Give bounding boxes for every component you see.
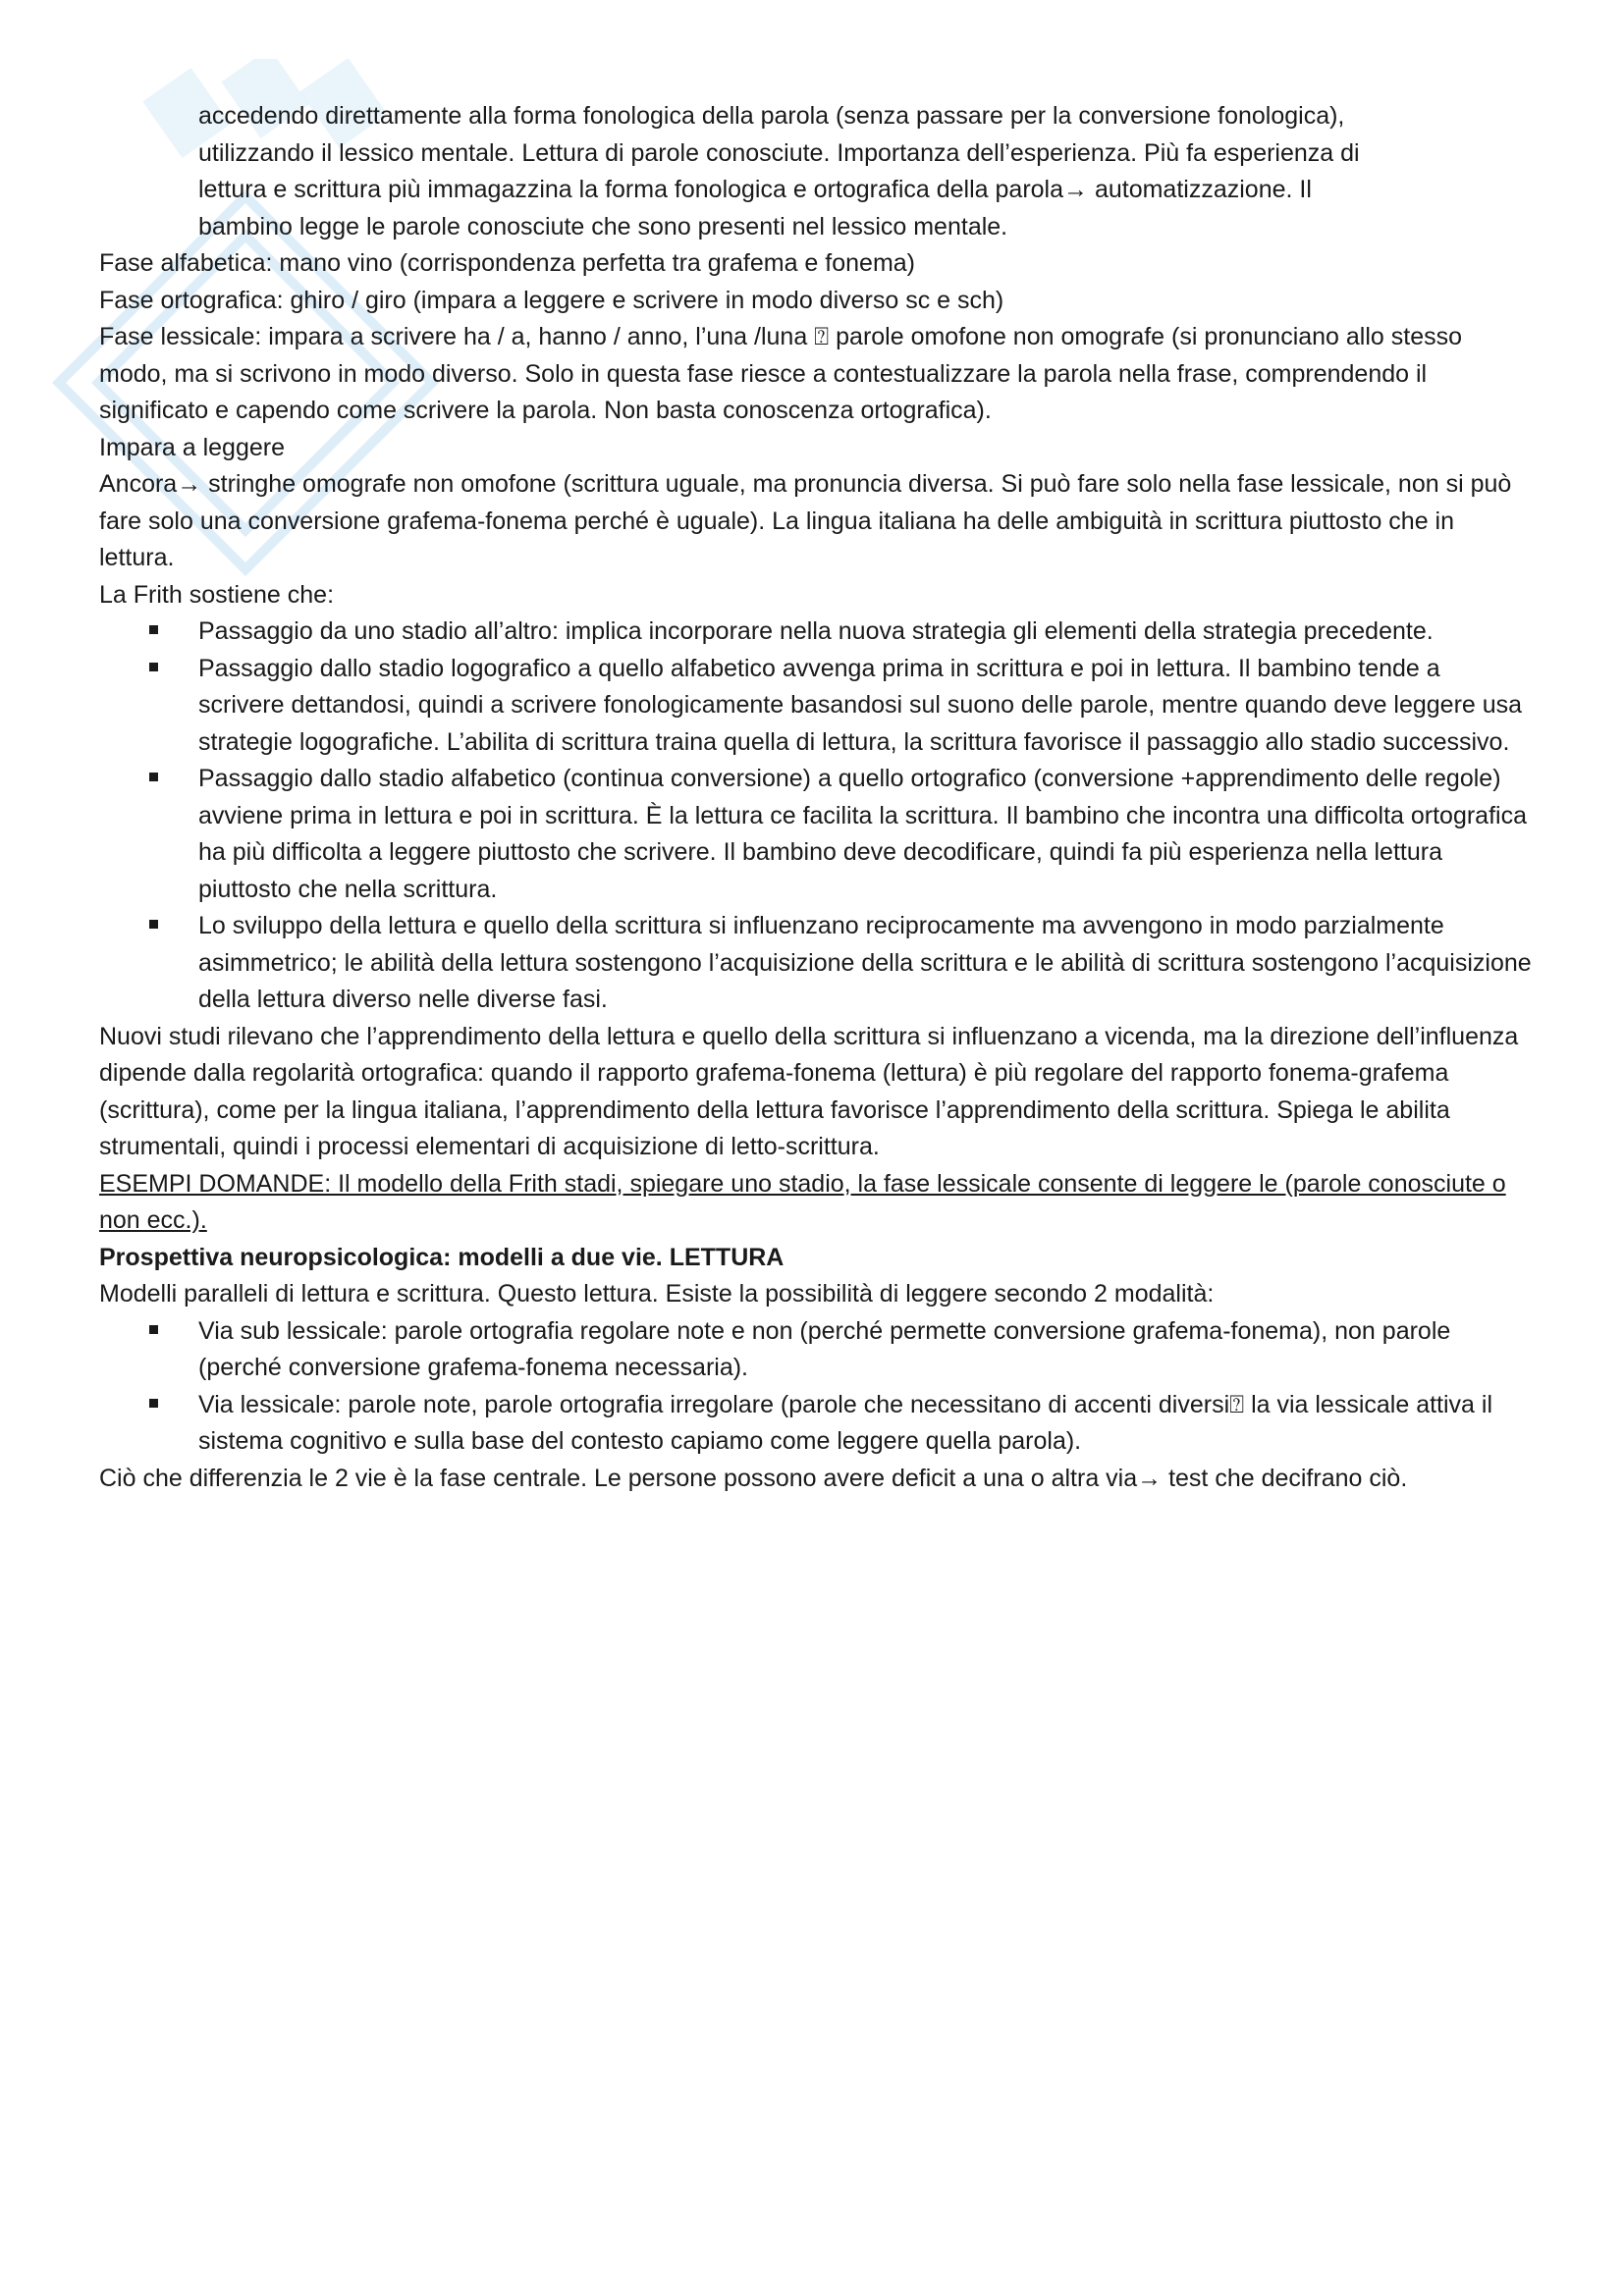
list-item-text: Passaggio dallo stadio alfabetico (continua conversione) a quello ortografico (conversione +apprendimento delle regole) avviene prima in lettura e poi in scrittura. È la lettura ce facilita la scrittura. Il bambino che incontra una difficolta ortografica ha più difficolta a leggere piuttosto che scrivere. Il bambino deve decodificare, quindi fa più esperienza nella lettura piuttosto che nella scrittura. — [198, 765, 1527, 903]
list-item — [99, 908, 1533, 1019]
bullet-icon — [149, 1399, 158, 1408]
bullet-icon — [149, 773, 158, 781]
intro-line-3: lettura e scrittura più immagazzina la forma fonologica e ortografica della parola→ automatizzazione. Il — [198, 176, 1312, 203]
list-item — [99, 761, 1533, 908]
bullet-icon — [149, 663, 158, 671]
vie-list — [99, 1313, 1533, 1461]
bullet-icon — [149, 625, 158, 634]
list-item-text: Via sub lessicale: parole ortografia regolare note e non (perché permette conversione grafema-fonema), non parole (perché conversione grafema-fonema necessaria). — [198, 1316, 1451, 1381]
impara-a-leggere: Impara a leggere — [99, 433, 286, 461]
fase-alfabetica: Fase alfabetica: mano vino (corrispondenza perfetta tra grafema e fonema) — [99, 249, 915, 277]
modelli-intro: Modelli paralleli di lettura e scrittura. Questo lettura. Esiste la possibilità di leggere secondo 2 modalità: — [99, 1280, 1215, 1308]
list-item — [99, 614, 1533, 651]
intro-line-2: utilizzando il lessico mentale. Lettura di parole conosciute. Importanza dell’esperienza. Più fa esperienza di — [198, 138, 1360, 167]
bullet-icon — [149, 920, 158, 929]
conclusione-paragraph: Ciò che differenzia le 2 vie è la fase centrale. Le persone possono avere deficit a una o altra via→ test che decifrano ciò. — [99, 1464, 1408, 1492]
list-item — [99, 1313, 1533, 1387]
fase-ortografica: Fase ortografica: ghiro / giro (impara a leggere e scrivere in modo diverso sc e sch) — [99, 286, 1004, 314]
frith-list — [99, 614, 1533, 1019]
list-item-text: Lo sviluppo della lettura e quello della scrittura si influenzano reciprocamente ma avvengono in modo parzialmente asimmetrico; le abilità della lettura sostengono l’acquisizione della scrittura e le abilità di scrittura sostengono l’acquisizione della lettura diverso nelle diverse fasi. — [198, 912, 1532, 1013]
bullet-icon — [149, 1325, 158, 1334]
intro-line-1: accedendo direttamente alla forma fonologica della parola (senza passare per la conversione fonologica), — [198, 102, 1345, 130]
esempi-domande: ESEMPI DOMANDE: Il modello della Frith stadi, spiegare uno stadio, la fase lessicale consente di leggere le (parole conosciute o non ecc.). — [99, 1169, 1506, 1234]
list-item — [99, 1387, 1533, 1461]
list-item-text: Passaggio da uno stadio all’altro: implica incorporare nella nuova strategia gli elementi della strategia precedente. — [198, 617, 1434, 645]
list-item-text: Passaggio dallo stadio logografico a quello alfabetico avvenga prima in scrittura e poi in lettura. Il bambino tende a scrivere dettandosi, quindi a scrivere fonologicamente basandosi sul suono delle parole, mentre quando deve leggere usa strategie logografiche. L’abilita di scrittura traina quella di lettura, la scrittura favorisce il passaggio allo stadio successivo. — [198, 654, 1523, 756]
list-item-text: Via lessicale: parole note, parole ortografia irregolare (parole che necessitano di accenti diversi⍰ la via lessicale attiva il sistema cognitivo e sulla base del contesto capiamo come leggere quella parola). — [198, 1390, 1493, 1455]
section-heading: Prospettiva neuropsicologica: modelli a due vie. LETTURA — [99, 1243, 785, 1271]
document-body — [99, 98, 1533, 1497]
intro-line-4: bambino legge le parole conosciute che sono presenti nel lessico mentale. — [198, 212, 1008, 240]
ancora-paragraph: Ancora→ stringhe omografe non omofone (scrittura uguale, ma pronuncia diversa. Si può fare solo nella fase lessicale, non si può fare solo una conversione grafema-fonema perché è uguale). La lingua italiana ha delle ambiguità in scrittura piuttosto che in lettura. — [99, 470, 1512, 571]
list-item — [99, 651, 1533, 762]
fase-lessicale: Fase lessicale: impara a scrivere ha / a, hanno / anno, l’una /luna ⍰ parole omofone non omografe (si pronunciano allo stesso modo, ma si scrivono in modo diverso. Solo in questa fase riesce a contestualizzare la parola nella frase, comprendendo il significato e capendo come scrivere la parola. Non basta conoscenza ortografica). — [99, 323, 1463, 424]
frith-intro: La Frith sostiene che: — [99, 580, 335, 609]
nuovi-studi-paragraph: Nuovi studi rilevano che l’apprendimento della lettura e quello della scrittura si influenzano a vicenda, ma la direzione dell’influenza dipende dalla regolarità ortografica: quando il rapporto grafema-fonema (lettura) è più regolare del rapporto fonema-grafema (scrittura), come per la lingua italiana, l’apprendimento della lettura favorisce l’apprendimento della scrittura. Spiega le abilita strumentali, quindi i processi elementari di acquisizione di letto-scrittura. — [99, 1022, 1519, 1160]
